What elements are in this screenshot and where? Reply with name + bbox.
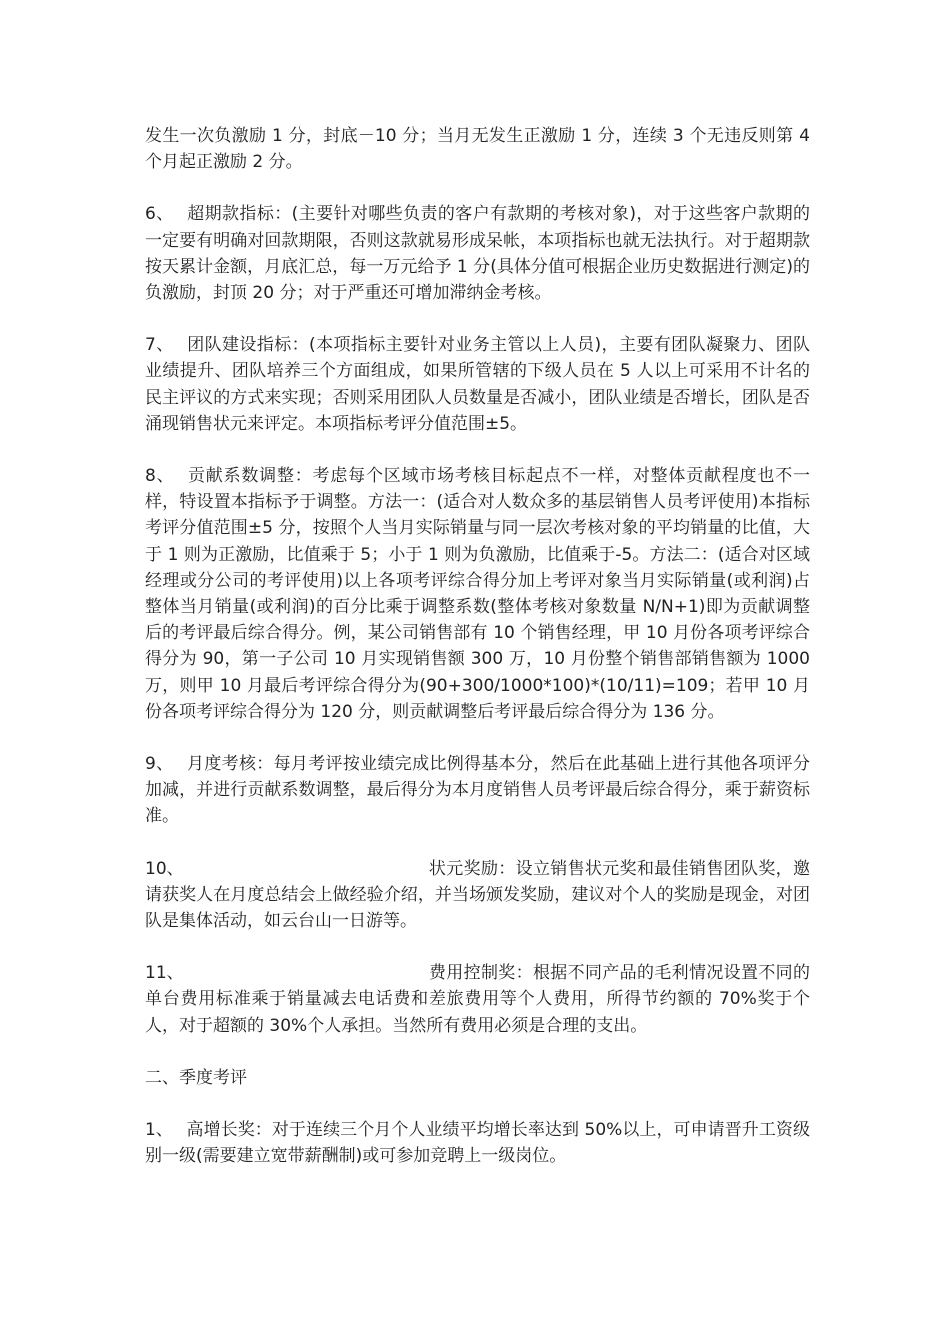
paragraph-item-10	[145, 856, 810, 935]
item-number: 7、	[145, 335, 174, 356]
item-number: 9、	[145, 754, 174, 775]
paragraph-item-6	[145, 201, 810, 306]
item-number: 10、	[145, 858, 184, 879]
item-number: 11、	[145, 963, 184, 984]
document-page	[145, 123, 810, 1196]
section-heading: 二、季度考评	[145, 1067, 247, 1088]
paragraph-item-11	[145, 960, 810, 1039]
paragraph-text: 贡献系数调整：考虑每个区域市场考核目标起点不一样，对整体贡献程度也不一样，特设置本指标予于调整。方法一：(适合对人数众多的基层销售人员考评使用)本指标考评分值范围±5 分，按照个人当月实际销量与同一层次考核对象的平均销量的比值，大于 1 则为正激励，比值乘于 5；小于 1 则为负激励，比值乘于-5。方法二：(适合对区域经理或分公司的考评使用)以上各项考评综合得分加上考评对象当月实际销量(或利润)占整体当月销量(或利润)的百分比乘于调整系数(整体考核对象数量 N/N+1)即为贡献调整后的考评最后综合得分。例，某公司销售部有 10 个销售经理，甲 10 月份各项考评综合得分为 90，第一子公司 10 月实现销售额 300 万，10 月份整个销售部销售额为 1000 万，则甲 10 月最后考评综合得分为(90+300/1000*100)*(10/11)=109；若甲 10 月份各项考评综合得分为 120 分，则贡献调整后考评最后综合得分为 136 分。	[145, 466, 810, 722]
paragraph-text: 费用控制奖：根据不同产品的毛利情况设置不同的单台费用标准乘于销量减去电话费和差旅费用等个人费用，所得节约额的 70%奖于个人，对于超额的 30%个人承担。当然所有费用必须是合理的支出。	[145, 963, 810, 1036]
paragraph-text: 发生一次负激励 1 分，封底－10 分；当月无发生正激励 1 分，连续 3 个无违反则第 4 个月起正激励 2 分。	[145, 126, 810, 173]
item-number: 1、	[145, 1120, 173, 1141]
paragraph-item-8	[145, 463, 810, 725]
paragraph-text: 团队建设指标：(本项指标主要针对业务主管以上人员)，主要有团队凝聚力、团队业绩提升、团队培养三个方面组成，如果所管辖的下级人员在 5 人以上可采用不计名的民主评议的方式来实现；否则采用团队人员数量是否减小，团队业绩是否增长，团队是否涌现销售状元来评定。本项指标考评分值范围±5。	[145, 335, 810, 434]
paragraph-text: 高增长奖：对于连续三个月个人业绩平均增长率达到 50%以上，可申请晋升工资级别一级(需要建立宽带薪酬制)或可参加竞聘上一级岗位。	[145, 1120, 810, 1167]
item-number: 8、	[145, 466, 175, 487]
paragraph-text: 月度考核：每月考评按业绩完成比例得基本分，然后在此基础上进行其他各项评分加减，并进行贡献系数调整，最后得分为本月度销售人员考评最后综合得分，乘于薪资标准。	[145, 754, 810, 827]
paragraph-continuation	[145, 123, 810, 175]
paragraph-item-9	[145, 751, 810, 830]
item-number: 6、	[145, 204, 174, 225]
paragraph-text: 超期款指标：(主要针对哪些负责的客户有款期的考核对象)，对于这些客户款期的一定要有明确对回款期限，否则这款就易形成呆帐，本项指标也就无法执行。对于超期款按天累计金额，月底汇总，每一万元给予 1 分(具体分值可根据企业历史数据进行测定)的负激励，封顶 20 分；对于严重还可增加滞纳金考核。	[145, 204, 810, 304]
paragraph-text: 状元奖励：设立销售状元奖和最佳销售团队奖，邀请获奖人在月度总结会上做经验介绍，并当场颁发奖励，建议对个人的奖励是现金，对团队是集体活动，如云台山一日游等。	[145, 858, 810, 932]
paragraph-section-item-1	[145, 1117, 810, 1169]
paragraph-item-7	[145, 332, 810, 437]
